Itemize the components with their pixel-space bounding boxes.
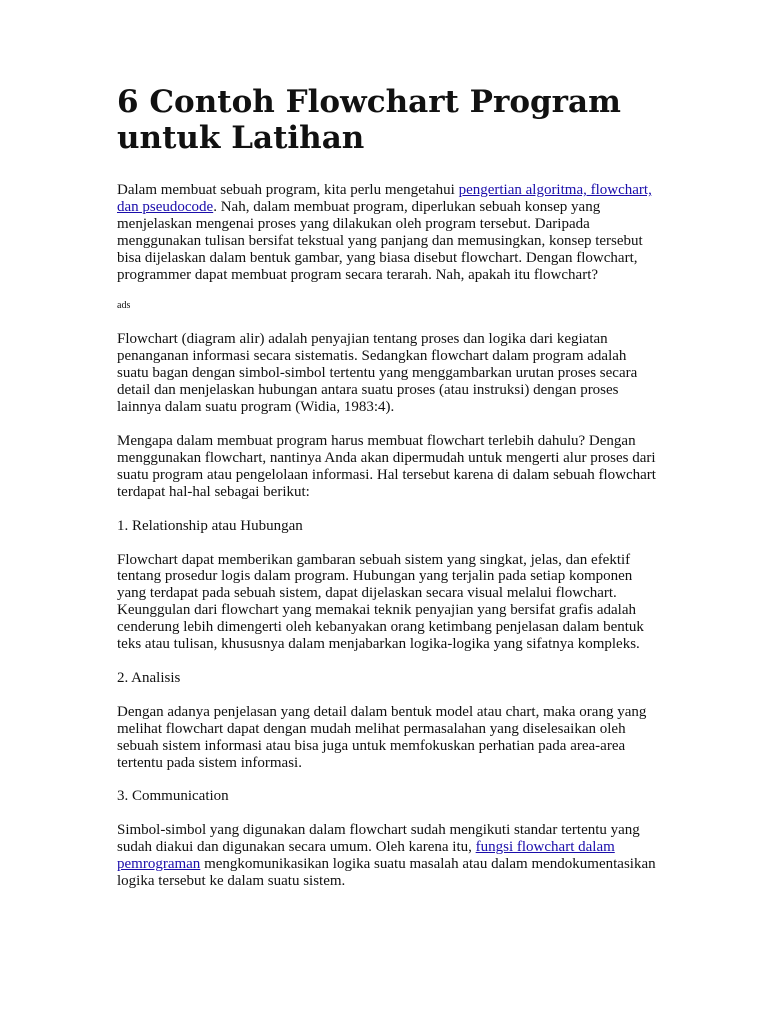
- section-body-relationship: Flowchart dapat memberikan gambaran sebuah sistem yang singkat, jelas, dan efektif tentang prosedur logis dalam program. Hubungan yang terjalin pada setiap komponen yang terdapat pada sebuah sistem, dapat dijelaskan secara visual melalui flowchart. Keunggulan dari flowchart yang memakai teknik penyajian yang bersifat grafis adalah cenderung lebih dimengerti oleh kebanyakan orang ketimbang penjelasan dalam bentuk teks atau tulisan, khususnya dalam menjabarkan logika-logika yang sifatnya kompleks.: [117, 551, 644, 653]
- link-algorithm-flowchart-pseudocode[interactable]: pengertian algoritma, flowchart, dan pseudocode: [117, 182, 652, 215]
- intro-text-before-link: Dalam membuat sebuah program, kita perlu mengetahui: [117, 182, 459, 198]
- communication-text-before-link: Simbol-simbol yang digunakan dalam flowchart sudah mengikuti standar tertentu yang sudah diakui dan digunakan secara umum. Oleh karena itu,: [117, 822, 640, 856]
- section-heading-relationship: 1. Relationship atau Hubungan: [117, 517, 303, 534]
- why-paragraph: Mengapa dalam membuat program harus membuat flowchart terlebih dahulu? Dengan menggunakan flowchart, nantinya Anda akan dipermudah untuk mengerti alur proses dari suatu program atau pengelolaan informasi. Hal tersebut karena di dalam sebuah flowchart terdapat hal-hal sebagai berikut:: [117, 432, 656, 500]
- ads-label: ads: [117, 300, 131, 312]
- page-title: 6 Contoh Flowchart Program untuk Latihan: [117, 84, 621, 156]
- link-flowchart-function-programming[interactable]: fungsi flowchart dalam pemrograman: [117, 839, 615, 873]
- communication-text-after-link: mengkomunikasikan logika suatu masalah atau dalam mendokumentasikan logika tersebut ke dalam suatu sistem.: [117, 856, 656, 890]
- section-heading-communication: 3. Communication: [117, 788, 229, 805]
- section-body-analysis: Dengan adanya penjelasan yang detail dalam bentuk model atau chart, maka orang yang melihat flowchart dapat dengan mudah melihat permasalahan yang diselesaikan oleh sebuah sistem informasi atau bisa juga untuk memfokuskan perhatian pada area-area tertentu pada sistem informasi.: [117, 703, 647, 771]
- intro-text-after-link: . Nah, dalam membuat program, diperlukan sebuah konsep yang menjelaskan mengenai proses yang dilakukan oleh program tersebut. Daripada menggunakan tulisan bersifat tekstual yang panjang dan memusingkan, konsep tersebut bisa dijelaskan dalam bentuk gambar, yang biasa disebut flowchart. Dengan flowchart, programmer dapat membuat program secara terarah. Nah, apakah itu flowchart?: [117, 198, 643, 283]
- section-heading-analysis: 2. Analisis: [117, 669, 181, 686]
- intro-paragraph: [117, 182, 656, 283]
- section-body-communication: [117, 822, 656, 890]
- definition-paragraph: Flowchart (diagram alir) adalah penyajian tentang proses dan logika dari kegiatan penanganan informasi secara sistematis. Sedangkan flowchart dalam program adalah suatu bagan dengan simbol-simbol tertentu yang menggambarkan urutan proses secara detail dan menjelaskan hubungan antara suatu proses (atau instruksi) dengan proses lainnya dalam suatu program (Widia, 1983:4).: [117, 331, 638, 416]
